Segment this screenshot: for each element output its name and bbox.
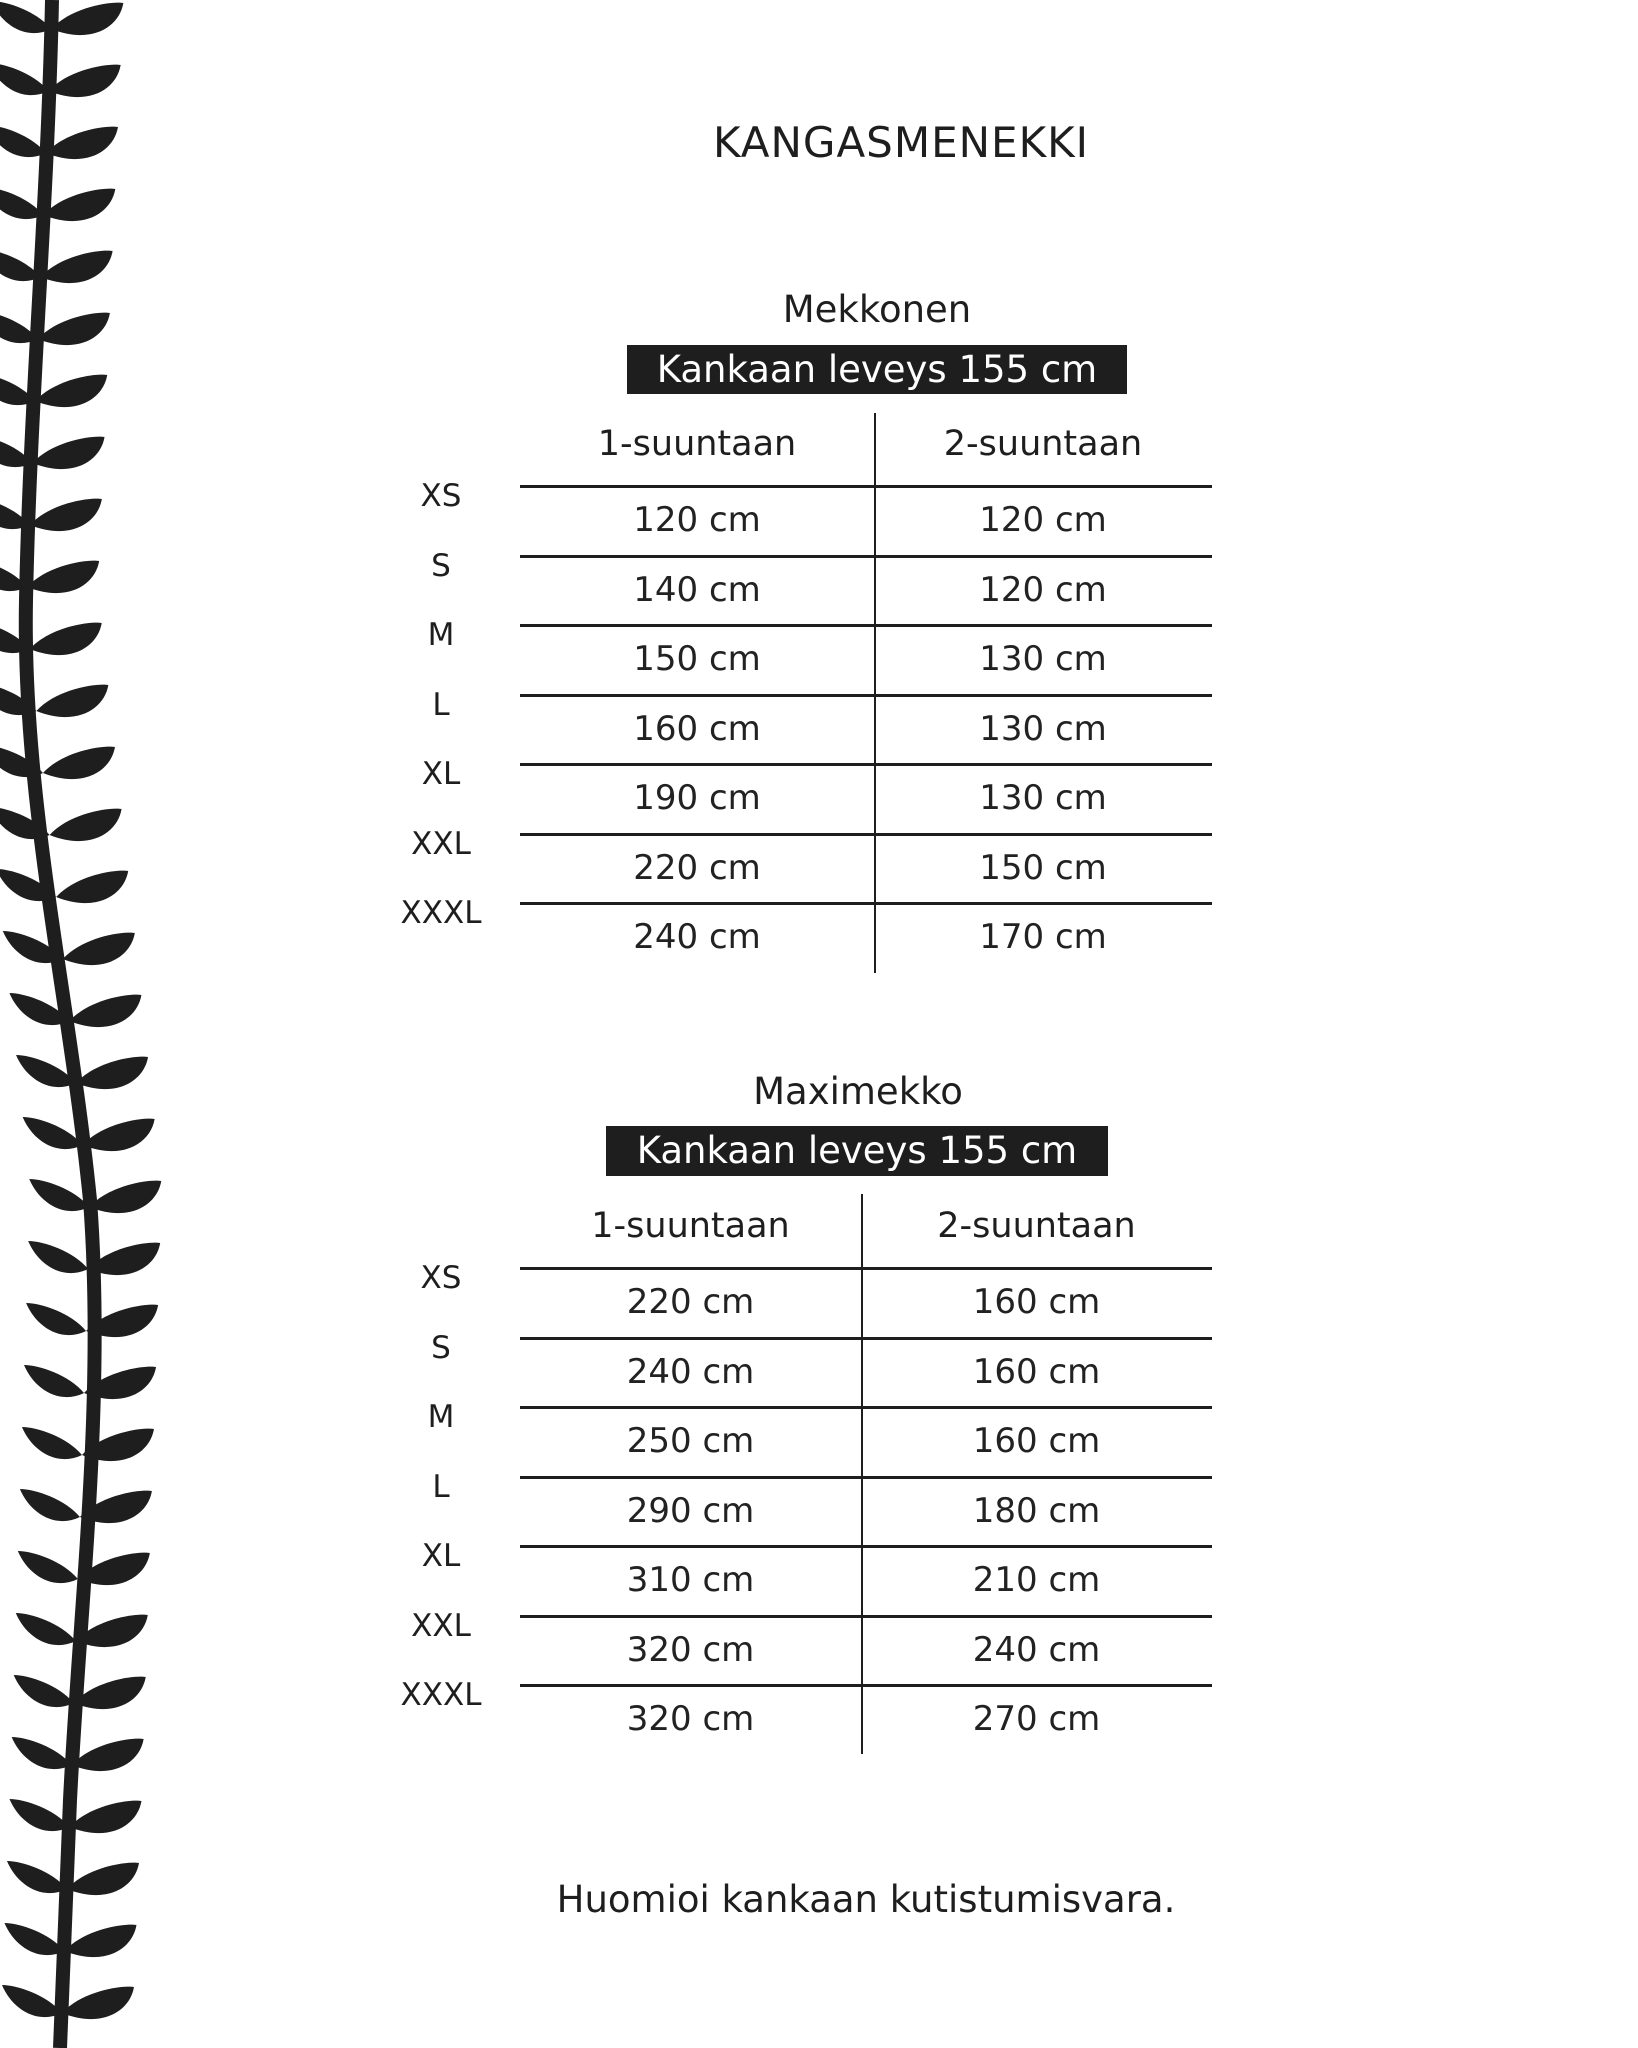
cell-one-way: 250 cm xyxy=(626,1421,755,1461)
row-divider xyxy=(520,902,1212,905)
row-divider xyxy=(520,833,1212,836)
fabric-width-badge: Kankaan leveys 155 cm xyxy=(606,1126,1108,1176)
row-divider xyxy=(520,1615,1212,1618)
row-divider xyxy=(520,1406,1212,1409)
cell-two-way: 170 cm xyxy=(979,917,1107,957)
size-label: L xyxy=(432,1468,450,1505)
row-divider xyxy=(520,555,1212,558)
column-divider xyxy=(861,1194,863,1754)
row-divider xyxy=(520,1545,1212,1548)
cell-one-way: 190 cm xyxy=(633,778,761,818)
leaf-vine-decoration-icon xyxy=(0,0,200,2048)
fabric-width-badge: Kankaan leveys 155 cm xyxy=(627,345,1127,394)
row-divider xyxy=(520,1337,1212,1340)
cell-two-way: 130 cm xyxy=(979,708,1107,749)
size-label: XS xyxy=(420,478,462,514)
cell-one-way: 320 cm xyxy=(626,1699,755,1739)
cell-two-way: 150 cm xyxy=(979,847,1107,888)
cell-one-way: 150 cm xyxy=(633,639,761,679)
shrinkage-note: Huomioi kankaan kutistumisvara. xyxy=(556,1878,1176,1921)
size-label: XL xyxy=(421,756,461,792)
row-divider xyxy=(520,485,1212,488)
cell-one-way: 290 cm xyxy=(626,1490,755,1531)
cell-one-way: 240 cm xyxy=(633,917,761,957)
column-header-one-way: 1-suuntaan xyxy=(597,424,797,464)
size-label: XL xyxy=(421,1538,461,1574)
cell-one-way: 220 cm xyxy=(633,847,761,888)
size-label: XXL xyxy=(411,825,471,862)
cell-two-way: 160 cm xyxy=(972,1351,1101,1392)
size-label: XXXL xyxy=(400,1677,482,1713)
cell-two-way: 120 cm xyxy=(979,569,1107,610)
size-label: XXXL xyxy=(400,895,482,931)
row-divider xyxy=(520,763,1212,766)
page-title: KANGASMENEKKI xyxy=(712,118,1090,167)
cell-two-way: 130 cm xyxy=(979,639,1107,679)
cell-one-way: 160 cm xyxy=(633,708,761,749)
row-divider xyxy=(520,624,1212,627)
column-header-two-way: 2-suuntaan xyxy=(943,424,1143,464)
column-header-two-way: 2-suuntaan xyxy=(937,1206,1136,1246)
size-label: M xyxy=(427,1399,455,1435)
cell-two-way: 210 cm xyxy=(972,1560,1101,1600)
row-divider xyxy=(520,694,1212,697)
cell-two-way: 160 cm xyxy=(972,1421,1101,1461)
cell-one-way: 120 cm xyxy=(633,500,761,540)
row-divider xyxy=(520,1684,1212,1687)
cell-two-way: 130 cm xyxy=(979,778,1107,818)
cell-two-way: 180 cm xyxy=(972,1490,1101,1531)
cell-one-way: 320 cm xyxy=(626,1629,755,1670)
cell-two-way: 160 cm xyxy=(972,1282,1101,1322)
size-label: XXL xyxy=(411,1607,471,1644)
cell-two-way: 240 cm xyxy=(972,1629,1101,1670)
cell-two-way: 270 cm xyxy=(972,1699,1101,1739)
cell-one-way: 310 cm xyxy=(626,1560,755,1600)
section-title: Mekkonen xyxy=(782,288,972,331)
size-label: S xyxy=(431,1329,451,1366)
size-label: XS xyxy=(420,1260,462,1296)
size-label: S xyxy=(431,547,451,584)
cell-two-way: 120 cm xyxy=(979,500,1107,540)
size-label: M xyxy=(427,617,455,653)
cell-one-way: 140 cm xyxy=(633,569,761,610)
cell-one-way: 240 cm xyxy=(626,1351,755,1392)
size-label: L xyxy=(432,686,450,723)
row-divider xyxy=(520,1476,1212,1479)
cell-one-way: 220 cm xyxy=(626,1282,755,1322)
section-title: Maximekko xyxy=(753,1070,963,1113)
row-divider xyxy=(520,1267,1212,1270)
column-header-one-way: 1-suuntaan xyxy=(591,1206,790,1246)
